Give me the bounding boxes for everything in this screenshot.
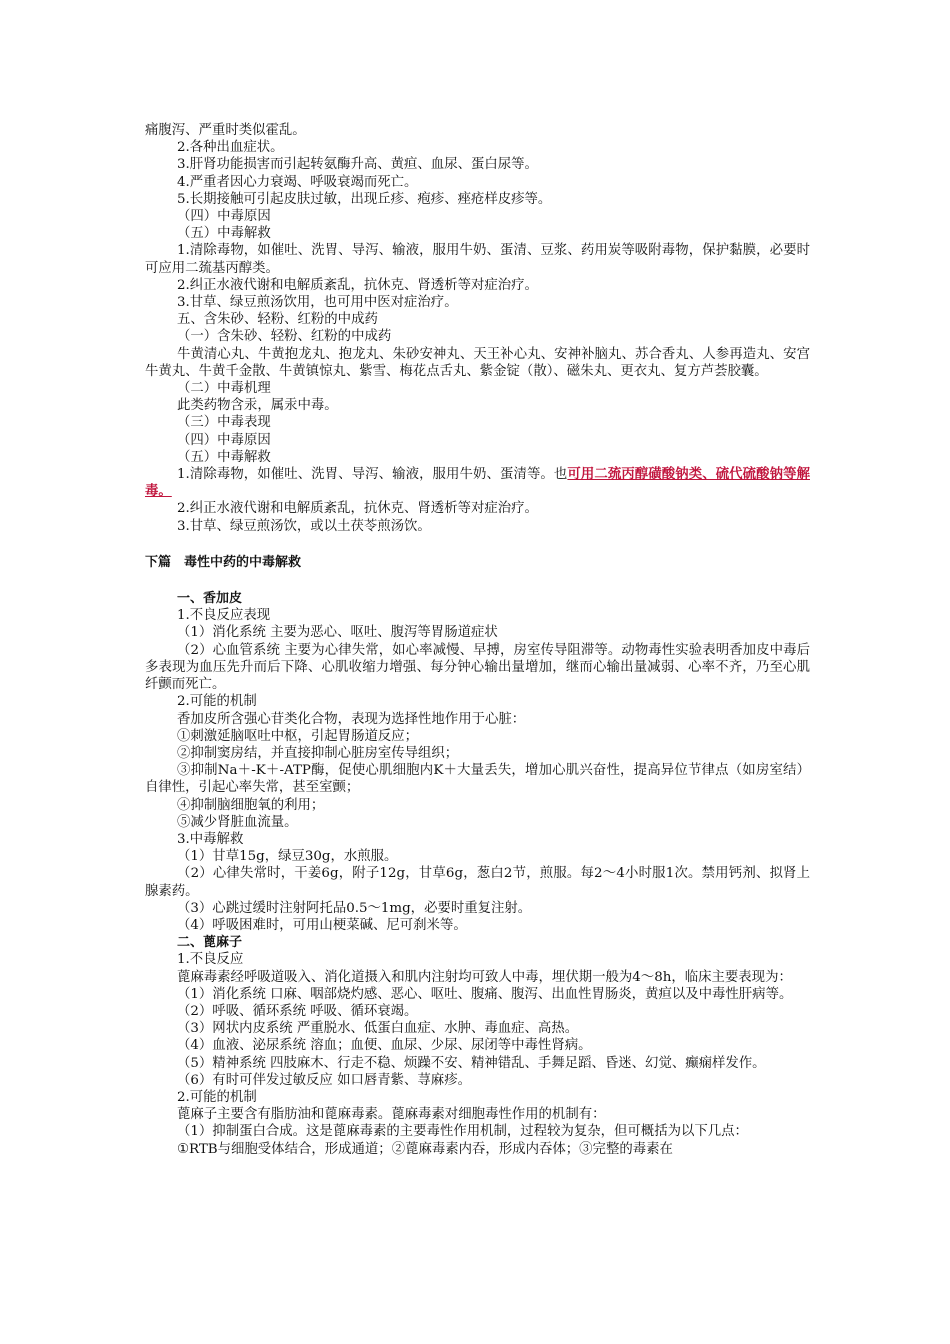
paragraph: 此类药物含汞，属汞中毒。 <box>177 398 338 414</box>
list-item: 2.纠正水液代谢和电解质紊乱，抗休克、肾透析等对症治疗。 <box>177 277 538 293</box>
list-item: 5.长期接触可引起皮肤过敏，出现丘疹、疱疹、痤疮样皮疹等。 <box>177 191 552 207</box>
subheading: （三）中毒表现 <box>177 415 271 431</box>
heading: 一、香加皮 <box>177 591 243 607</box>
list-item: （1）消化系统 主要为恶心、呕吐、腹泻等胃肠道症状 <box>177 625 498 641</box>
subheading: （二）中毒机理 <box>177 381 271 397</box>
subheading: 1.不良反应表现 <box>177 608 271 624</box>
subheading: 2.可能的机制 <box>177 1089 257 1105</box>
document-page <box>145 122 810 1158</box>
paragraph: （2）心血管系统 主要为心律失常，如心率减慢、早搏，房室传导阻滞等。动物毒性实验表明香加皮中毒后多表现为血压先升而后下降、心肌收缩力增强、每分钟心输出量增加，继而心输出量减弱、心率不齐，乃至心肌纤颤而死亡。 <box>145 642 810 693</box>
list-item: 3.肝肾功能损害而引起转氨酶升高、黄疸、血尿、蛋白尿等。 <box>177 157 538 173</box>
list-item: 2.各种出血症状。 <box>177 140 284 156</box>
list-item: 2.纠正水液代谢和电解质紊乱，抗休克、肾透析等对症治疗。 <box>177 501 538 517</box>
list-item: （4）呼吸困难时，可用山梗菜碱、尼可刹米等。 <box>177 917 467 933</box>
list-item: ④抑制脑细胞氧的利用； <box>177 797 325 813</box>
paragraph: 牛黄清心丸、牛黄抱龙丸、抱龙丸、朱砂安神丸、天王补心丸、安神补脑丸、苏合香丸、人参再造丸、安宫牛黄丸、牛黄千金散、牛黄镇惊丸、紫雪、梅花点舌丸、紫金锭（散）、磁朱丸、更衣丸、复方芦荟胶囊。 <box>145 346 810 379</box>
subheading: 1.不良反应 <box>177 952 244 968</box>
list-item: （3）心跳过缓时注射阿托品0.5～1mg，必要时重复注射。 <box>177 900 532 916</box>
subheading: （五）中毒解救 <box>177 449 271 465</box>
list-item: ①刺激延脑呕吐中枢，引起胃肠道反应； <box>177 728 419 744</box>
paragraph <box>145 466 810 500</box>
paragraph: （2）心律失常时，干姜6g，附子12g，甘草6g，葱白2节，煎服。每2～4小时服1次。禁用钙剂、拟肾上腺素药。 <box>145 866 810 899</box>
list-item: ①RTB与细胞受体结合，形成通道；②蓖麻毒素内吞，形成内吞体；③完整的毒素在 <box>177 1141 673 1157</box>
list-item: 4.严重者因心力衰竭、呼吸衰竭而死亡。 <box>177 174 418 190</box>
list-item: （2）呼吸、循环系统 呼吸、循环衰竭。 <box>177 1003 418 1019</box>
paragraph: ③抑制Na＋-K＋-ATP酶，促使心肌细胞内K＋大量丢失，增加心肌兴奋性，提高异位节律点（如房室结）自律性，引起心率失常，甚至室颤； <box>145 763 810 796</box>
subheading: 3.中毒解救 <box>177 831 244 847</box>
subheading: 2.可能的机制 <box>177 694 257 710</box>
paragraph: 蓖麻毒素经呼吸道吸入、消化道摄入和肌内注射均可致人中毒，埋伏期一般为4～8h，临床主要表现为： <box>177 969 792 985</box>
list-item: （6）有时可伴发过敏反应 如口唇青紫、荨麻疹。 <box>177 1072 471 1088</box>
heading: 五、含朱砂、轻粉、红粉的中成药 <box>177 312 378 328</box>
subheading: （一）含朱砂、轻粉、红粉的中成药 <box>177 329 392 345</box>
paragraph: 香加皮所含强心苷类化合物，表现为选择性地作用于心脏： <box>177 711 526 727</box>
paragraph: （1）消化系统 口麻、咽部烧灼感、恶心、呕吐、腹痛、腹泻、出血性胃肠炎，黄疸以及中毒性肝病等。 <box>177 986 793 1002</box>
list-item: ⑤减少肾脏血流量。 <box>177 814 298 830</box>
list-item: （3）网状内皮系统 严重脱水、低蛋白血症、水肿、毒血症、高热。 <box>177 1021 579 1037</box>
text-span: 1.清除毒物，如催吐、洗胃、导泻、输液，服用牛奶、蛋清等。也 <box>177 467 568 483</box>
list-item: （4）血液、泌尿系统 溶血；血便、血尿、少尿、尿闭等中毒性肾病。 <box>177 1038 592 1054</box>
paragraph: （5）精神系统 四肢麻木、行走不稳、烦躁不安、精神错乱、手舞足蹈、昏迷、幻觉、癫痫样发作。 <box>177 1055 766 1071</box>
subheading: （四）中毒原因 <box>177 209 271 225</box>
subheading: （四）中毒原因 <box>177 432 271 448</box>
list-item: ②抑制窦房结，并直接抑制心脏房室传导组织； <box>177 745 459 761</box>
list-item: 3.甘草、绿豆煎汤饮，或以土茯苓煎汤饮。 <box>177 518 431 534</box>
section-title: 下篇 毒性中药的中毒解救 <box>145 554 302 570</box>
list-item: 3.甘草、绿豆煎汤饮用，也可用中医对症治疗。 <box>177 295 458 311</box>
list-item: （1）甘草15g，绿豆30g，水煎服。 <box>177 849 398 865</box>
paragraph: （1）抑制蛋白合成。这是蓖麻毒素的主要毒性作用机制，过程较为复杂，但可概括为以下几点： <box>177 1124 748 1140</box>
subheading: （五）中毒解救 <box>177 226 271 242</box>
text-line: 痛腹泻、严重时类似霍乱。 <box>145 123 306 138</box>
highlighted-text: 可用二巯丙醇磺酸钠类、硫代硫酸钠等解毒。 <box>145 466 810 500</box>
paragraph: 1.清除毒物，如催吐、洗胃、导泻、输液，服用牛奶、蛋清、豆浆、药用炭等吸附毒物，保护黏膜，必要时可应用二巯基丙醇类。 <box>145 243 810 276</box>
paragraph: 蓖麻子主要含有脂肪油和蓖麻毒素。蓖麻毒素对细胞毒性作用的机制有： <box>177 1107 606 1123</box>
heading: 二、蓖麻子 <box>177 935 243 951</box>
